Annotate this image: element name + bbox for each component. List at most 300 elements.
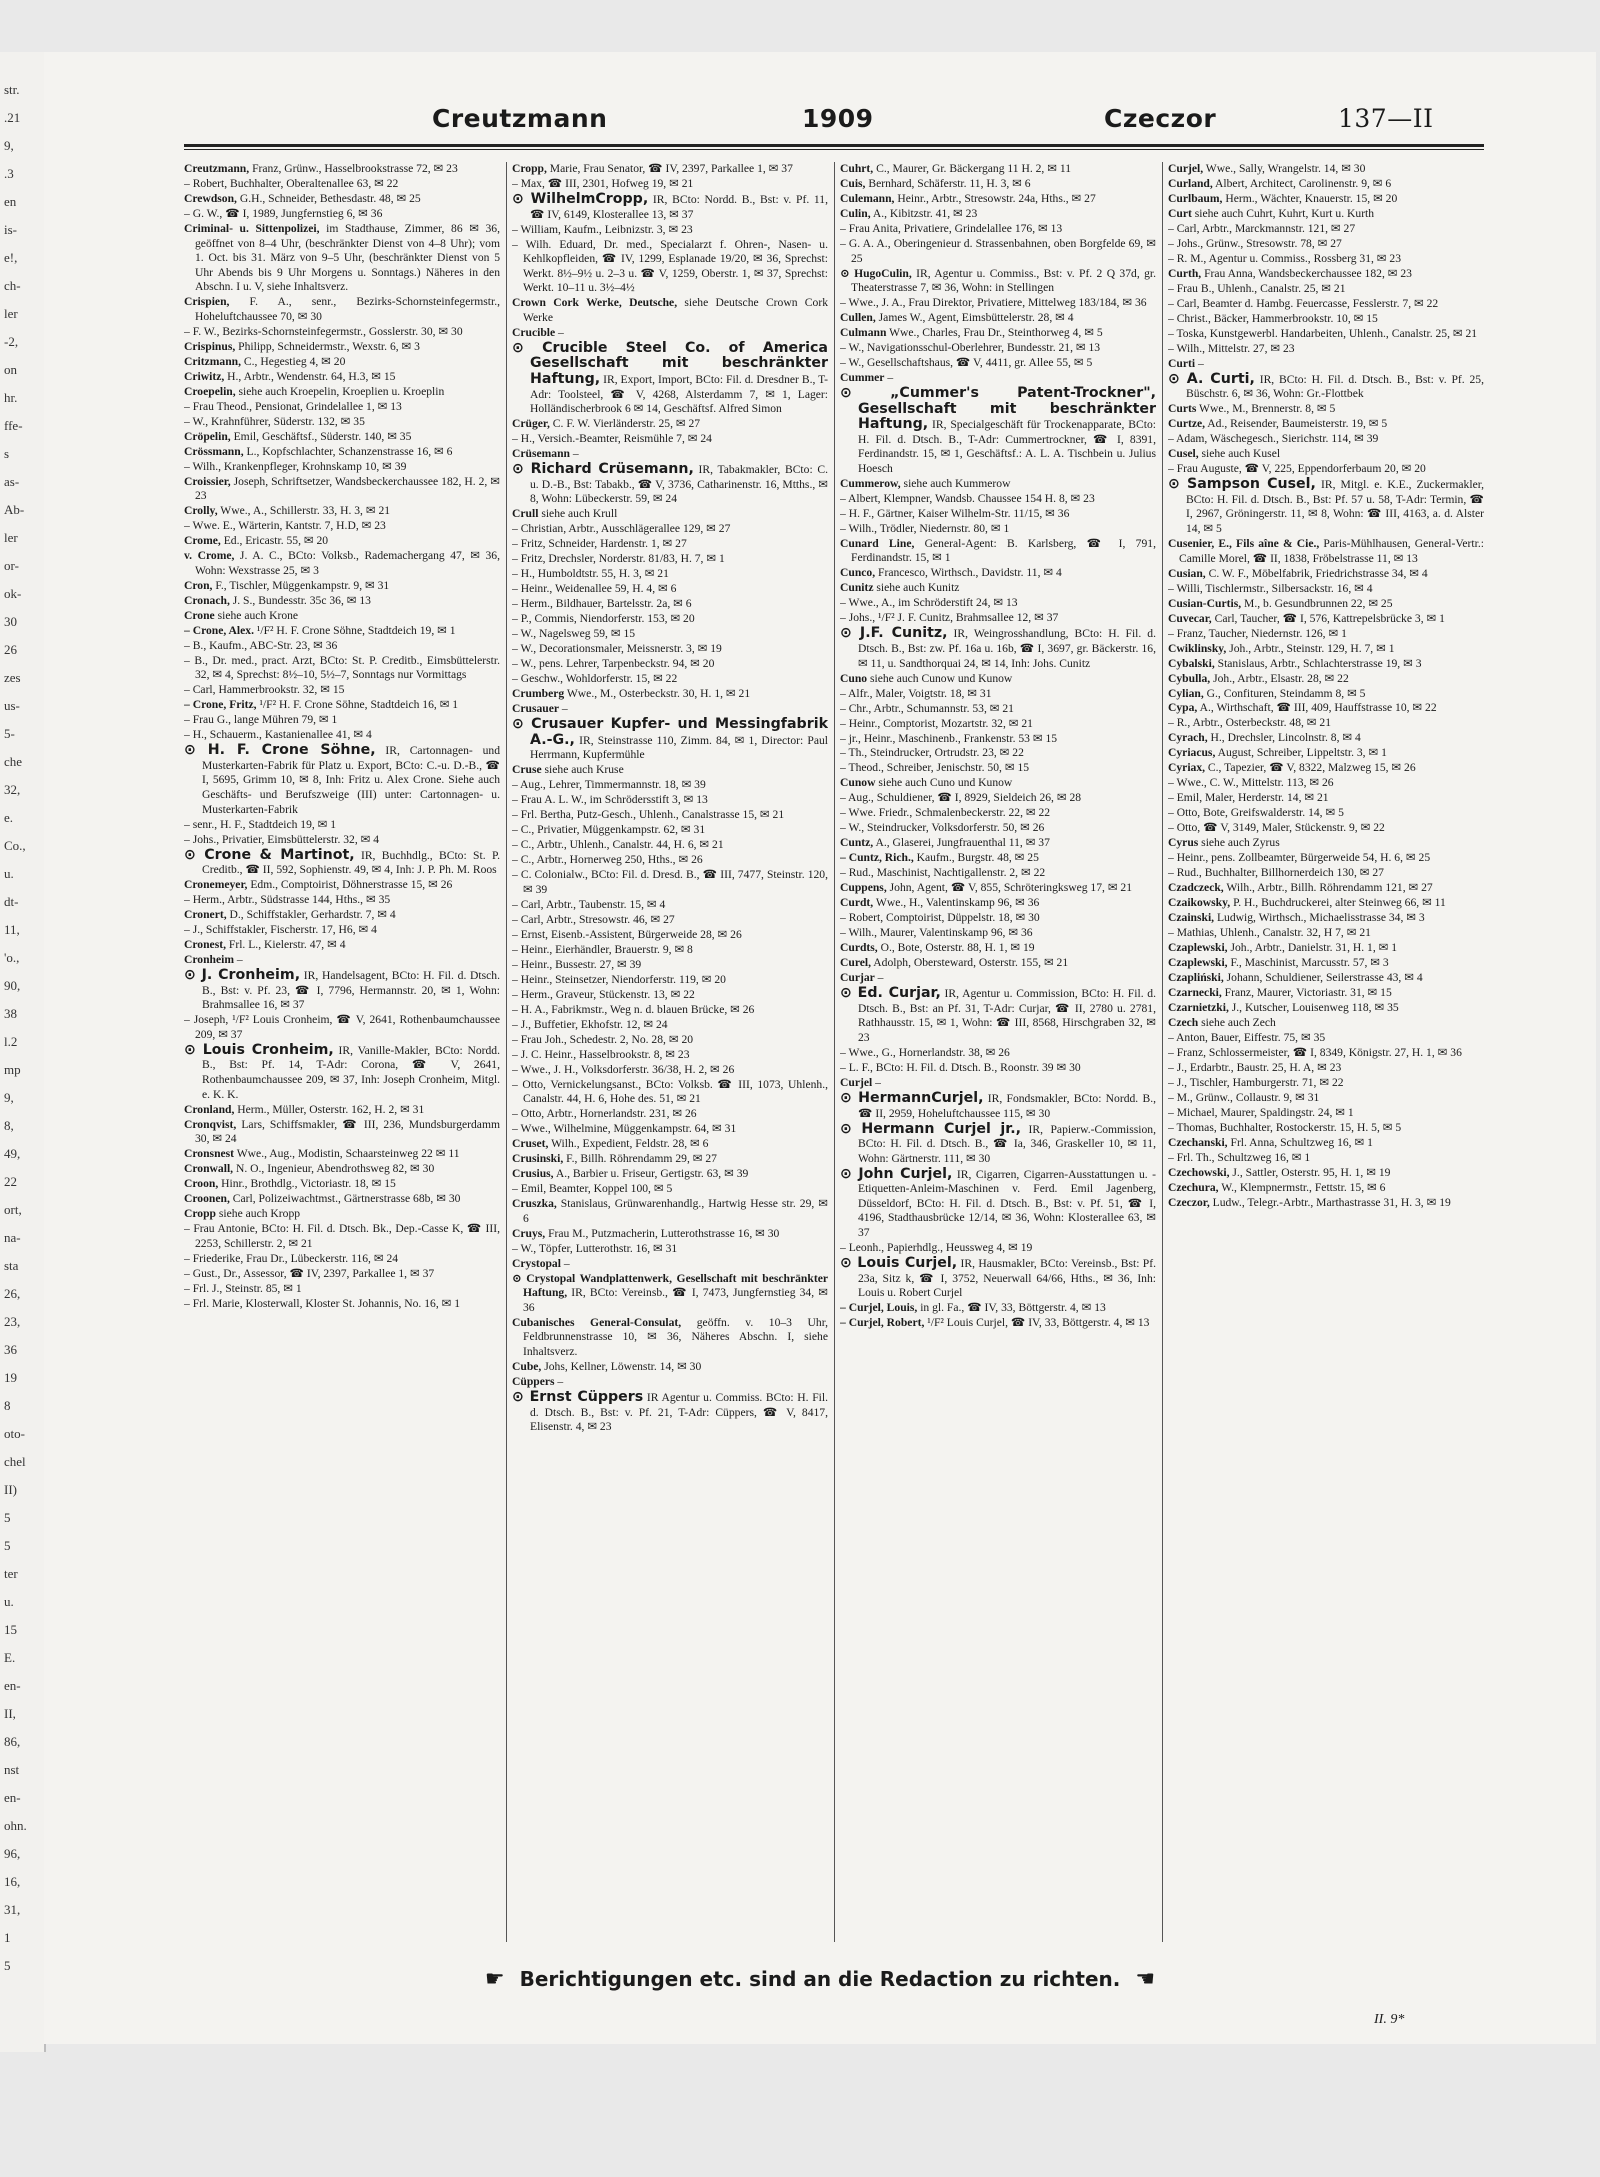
entry-name: ⊙ Louis Cronheim, <box>184 1041 334 1058</box>
margin-fragment: chel <box>4 1454 26 1469</box>
directory-entry <box>184 908 500 923</box>
entry-details: – Frl. Marie, Klosterwall, Kloster St. Johannis, No. 16, ✉ 1 <box>184 1296 461 1310</box>
entry-name: – Curjel, Robert, <box>840 1316 925 1330</box>
entry-details: Albert, Architect, Carolinenstr. 9, ✉ 6 <box>1212 176 1392 190</box>
entry-details: siehe auch Kusel <box>1198 447 1281 461</box>
page-number: 137—II <box>1338 104 1434 133</box>
entry-details: – Frl. J., Steinstr. 85, ✉ 1 <box>184 1281 302 1295</box>
entry-name: Cronest, <box>184 938 226 952</box>
entry-details: – H. A., Fabrikmstr., Weg n. d. blauen Brücke, ✉ 26 <box>512 1002 755 1016</box>
directory-entry <box>1168 282 1484 297</box>
directory-entry <box>512 597 828 612</box>
entry-details: IR, BCto: Vereinsb., ☎ I, 7473, Jungfernstieg 34, ✉ 36 <box>523 1286 828 1314</box>
directory-entry <box>184 818 500 833</box>
entry-name: Cronland, <box>184 1102 235 1116</box>
entry-details: – Frau A. L. W., im Schrödersstift 3, ✉ 13 <box>512 793 708 807</box>
entry-details: – Herm., Graveur, Stückenstr. 13, ✉ 22 <box>512 987 695 1001</box>
entry-details: – Frl. Th., Schultzweg 16, ✉ 1 <box>1168 1151 1311 1165</box>
directory-entry <box>1168 851 1484 866</box>
entry-details: C. W. F., Möbelfabrik, Friedrichstrasse 34, ✉ 4 <box>1205 566 1428 580</box>
margin-fragment: 'o., <box>4 950 20 965</box>
entry-details: IR, Steinstrasse 110, Zimm. 84, ✉ 1, Director: Paul Herrmann, Kupfermühle <box>530 733 828 762</box>
directory-entry <box>840 896 1156 911</box>
entry-details: – Michael, Maurer, Spaldingstr. 24, ✉ 1 <box>1168 1106 1354 1120</box>
margin-fragment: en <box>4 194 17 209</box>
directory-entry <box>512 1227 828 1242</box>
directory-entry <box>512 687 828 702</box>
entry-details: – F. W., Bezirks-Schornsteinfegermstr., Gosslerstr. 30, ✉ 30 <box>184 324 463 338</box>
directory-entry <box>512 672 828 687</box>
directory-entry <box>1168 477 1484 536</box>
entry-details: – J., Buffetier, Ekhofstr. 12, ✉ 24 <box>512 1017 668 1031</box>
entry-details: siehe auch Kroepelin, Kroeplien u. Kroeplin <box>235 384 445 398</box>
directory-entry <box>184 1282 500 1297</box>
entry-name: Cuno <box>840 671 868 685</box>
entry-details: – <box>234 953 243 967</box>
entry-details: – Otto, Bote, Greifswalderstr. 14, ✉ 5 <box>1168 806 1344 820</box>
directory-entry <box>512 928 828 943</box>
entry-details: IR, Agentur u. Commission, BCto: H. Fil. d. Dtsch. B., Bst: an Pf. 31, T-Adr: Curjar, ☎ II, 2780 u. 2781, Rathhausstr. 15, ✉ 1, Wohn: ☎ III, 8568, Hirschgraben 32, ✉ 23 <box>858 987 1156 1045</box>
directory-entry <box>184 504 500 519</box>
entry-details: – Christian, Arbtr., Ausschlägerallee 129, ✉ 27 <box>512 522 731 536</box>
entry-details: – Wilh., Mittelstr. 27, ✉ 23 <box>1168 341 1295 355</box>
entry-details: – Rud., Maschinist, Nachtigallenstr. 2, ✉ 22 <box>840 866 1046 880</box>
entry-details: – Th., Steindrucker, Ortrudstr. 23, ✉ 22 <box>840 746 1024 760</box>
entry-name: Cunow <box>840 776 876 790</box>
entry-details: – C., Arbtr., Hornerweg 250, Hths., ✉ 26 <box>512 853 703 867</box>
directory-entry <box>512 808 828 823</box>
directory-entry <box>1168 327 1484 342</box>
margin-fragment: as- <box>4 474 20 489</box>
entry-details: F., Maschinist, Marcusstr. 57, ✉ 3 <box>1227 956 1389 970</box>
entry-details: IR, Tabakmakler, BCto: C. u. D.-B., Bst: Tabakb., ☎ V, 3736, Catharinenstr. 16, Mtths., ✉ 8, Wohn: Lübeckerstr. 59, ✉ 24 <box>530 463 828 506</box>
entry-details: – Anton, Bauer, Eiffestr. 75, ✉ 35 <box>1168 1031 1326 1045</box>
entry-name: Curdt, <box>840 896 874 910</box>
directory-entry <box>512 432 828 447</box>
directory-entry <box>1168 1121 1484 1136</box>
entry-details: Bernhard, Schäferstr. 11, H. 3, ✉ 6 <box>865 176 1031 190</box>
directory-entry <box>512 162 828 177</box>
entry-name: Crone <box>184 608 215 622</box>
previous-page-edge <box>0 52 46 2052</box>
directory-entry <box>184 953 500 968</box>
entry-name: Cunco, <box>840 566 876 580</box>
entry-details: siehe auch Zyrus <box>1198 836 1280 850</box>
entry-details: – Frau Joh., Schedestr. 2, No. 28, ✉ 20 <box>512 1032 694 1046</box>
directory-entry <box>1168 1016 1484 1031</box>
entry-details: IR, Buchhdlg., BCto: St. P. Creditb., ☎ II, 592, Sophienstr. 49, ✉ 4, Inh: J. P. Ph. M. Roos <box>202 848 500 877</box>
entry-name: Crusius, <box>512 1167 554 1181</box>
entry-name: Croepelin, <box>184 384 236 398</box>
running-head-first-name: Creutzmann <box>432 104 608 133</box>
directory-entry <box>512 838 828 853</box>
directory-entry <box>840 1091 1156 1121</box>
entry-details: Kaufm., Burgstr. 48, ✉ 25 <box>913 851 1039 865</box>
directory-entry <box>512 1197 828 1226</box>
entry-details: Heinr., Arbtr., Stresowstr. 24a, Hths., ✉ 27 <box>894 191 1096 205</box>
entry-details: – Frau Antonie, BCto: H. Fil. d. Dtsch. Bk., Dep.-Casse K, ☎ III, 2253, Schillerstr. 2, ✉ 21 <box>184 1222 500 1250</box>
entry-details: C., Tapezier, ☎ V, 8322, Malzweg 15, ✉ 26 <box>1205 761 1416 775</box>
entry-name: Cusian-Curtis, <box>1168 596 1242 610</box>
directory-entry <box>1168 342 1484 357</box>
column-2 <box>512 162 828 1962</box>
margin-fragment: 5 <box>4 1958 11 1973</box>
column-4 <box>1168 162 1484 1962</box>
directory-entry <box>184 549 500 578</box>
entry-details: – Johs., Privatier, Eimsbüttelerstr. 32, ✉ 4 <box>184 832 380 846</box>
entry-name: Czaplewski, <box>1168 941 1228 955</box>
margin-fragment: 11, <box>4 922 20 937</box>
entry-name: ⊙ John Curjel, <box>840 1165 953 1182</box>
directory-entry <box>1168 417 1484 432</box>
entry-details: August, Schreiber, Lippeltstr. 3, ✉ 1 <box>1215 746 1387 760</box>
entry-details: – Christ., Bäcker, Hammerbrookstr. 10, ✉ 15 <box>1168 311 1378 325</box>
entry-name: Cummerow, <box>840 476 901 490</box>
entry-details: – Carl, Beamter d. Hambg. Feuercasse, Fesslerstr. 7, ✉ 22 <box>1168 296 1439 310</box>
entry-details: – Herm., Bildhauer, Bartelsstr. 2a, ✉ 6 <box>512 597 692 611</box>
entry-details: – <box>554 1374 564 1388</box>
entry-details: – Otto, ☎ V, 3149, Maler, Stückenstr. 9, ✉ 22 <box>1168 821 1385 835</box>
directory-entry <box>512 1137 828 1152</box>
entry-details: IR, Vanille-Makler, BCto: Nordd. B., Bst: Pf. 14, T-Adr: Corona, ☎ V, 2641, Rothenbaumchaussee 209, ✉ 37, Inh: Joseph Cronheim, Mitgl. e. K. K. <box>202 1043 500 1101</box>
entry-details: – J., Schiffstakler, Fischerstr. 17, H6, ✉ 4 <box>184 923 377 937</box>
entry-details: – Gust., Dr., Assessor, ☎ IV, 2397, Parkallee 1, ✉ 37 <box>184 1266 435 1280</box>
entry-details: – Wwe., Wilhelmine, Müggenkampstr. 64, ✉ 31 <box>512 1122 737 1136</box>
entry-name: Cüppers <box>512 1374 555 1388</box>
entry-name: Cuntz, <box>840 836 874 850</box>
directory-entry <box>512 552 828 567</box>
margin-fragment: ohn. <box>4 1818 27 1833</box>
directory-entry <box>512 943 828 958</box>
directory-entry <box>840 881 1156 896</box>
entry-details: Joseph, Schriftsetzer, Wandsbeckerchaussee 182, H. 2, ✉ 23 <box>195 474 500 503</box>
directory-entry <box>1168 162 1484 177</box>
running-head-last-name: Czeczor <box>1104 104 1217 133</box>
directory-entry <box>840 477 1156 492</box>
directory-entry <box>1168 1166 1484 1181</box>
entry-details: – Heinr., Comptorist, Mozartstr. 32, ✉ 21 <box>840 716 1033 730</box>
directory-entry <box>184 893 500 908</box>
entry-details: IR, Agentur u. Commiss., Bst: v. Pf. 2 Q 37d, gr. Theaterstrasse 7, ✉ 36, Wohn: in Stellingen <box>851 266 1156 295</box>
entry-name: Curlbaum, <box>1168 191 1223 205</box>
margin-fragment: e. <box>4 810 14 825</box>
entry-details: Wilh., Arbtr., Billh. Röhrendamm 121, ✉ 27 <box>1223 881 1433 895</box>
directory-entry <box>184 1207 500 1222</box>
entry-name: Crüsemann <box>512 447 570 461</box>
entry-name: Cypa, <box>1168 701 1198 715</box>
directory-entry <box>1168 642 1484 657</box>
directory-entry <box>1168 1106 1484 1121</box>
entry-name: Czech <box>1168 1016 1199 1030</box>
directory-entry <box>184 1222 500 1251</box>
entry-details: Frau Anna, Wandsbeckerchaussee 182, ✉ 23 <box>1201 266 1412 280</box>
entry-name: Cruse <box>512 763 542 777</box>
directory-entry <box>840 192 1156 207</box>
entry-details: – B., Dr. med., pract. Arzt, BCto: St. P. Creditb., Eimsbüttelerstr. 32, ✉ 4, Sprechst: 8½–10, 5½–7, Sonntags nur Vormittags <box>184 653 500 682</box>
directory-entry <box>840 611 1156 626</box>
directory-entry <box>512 1063 828 1078</box>
entry-name: Cuis, <box>840 176 866 190</box>
directory-entry <box>184 519 500 534</box>
margin-fragment: ter <box>4 1566 18 1581</box>
entry-details: – Ernst, Eisenb.-Assistent, Bürgerweide 28, ✉ 26 <box>512 927 742 941</box>
margin-fragment: ffe- <box>4 418 23 433</box>
entry-details: – <box>555 325 564 339</box>
entry-name: Croon, <box>184 1177 219 1191</box>
directory-entry <box>840 237 1156 266</box>
directory-entry <box>512 793 828 808</box>
directory-entry <box>840 371 1156 386</box>
directory-entry <box>840 326 1156 341</box>
entry-name: Cronqvist, <box>184 1117 237 1131</box>
directory-entry <box>840 986 1156 1045</box>
entry-details: C., Hegestieg 4, ✉ 20 <box>241 354 346 368</box>
entry-name: Czechanski, <box>1168 1136 1228 1150</box>
entry-details: P. H., Buchdruckerei, alter Steinweg 66, ✉ 11 <box>1230 896 1446 910</box>
entry-details: im Stadthause, Zimmer, 86 ✉ 36, geöffnet von 8–4 Uhr, (beschränkter Dienst von 4–8 Uhr); vom 1. Oct. bis 31. März von 9–5 Uhr, (beschränkter Dienst von 5 Uhr Abends bis 9 Uhr Morgens u. Sonntags.) Näheres in den Abschn. I u. V, siehe Inhaltsverz. <box>195 221 500 294</box>
entry-details: – Leonh., Papierhdlg., Heussweg 4, ✉ 19 <box>840 1241 1033 1255</box>
entry-details: Joh., Arbtr., Steinstr. 129, H. 7, ✉ 1 <box>1226 641 1395 655</box>
entry-name: Curtze, <box>1168 417 1206 431</box>
entry-details: IR, Weingrosshandlung, BCto: H. Fil. d. Dtsch. B., Bst: zw. Pf. 16a u. 16b, ☎ I, 3697, gr. Bäckerstr. 16, ✉ 11, u. Sandthorquai 24, ✉ 14, Inh: Johs. Cunitz <box>858 627 1156 670</box>
entry-details: – W., Navigationsschul-Oberlehrer, Bundesstr. 21, ✉ 13 <box>840 341 1101 355</box>
directory-entry <box>512 417 828 432</box>
margin-fragment: 8 <box>4 1398 11 1413</box>
entry-details: IR, Fondsmakler, BCto: Nordd. B., ☎ II, 2959, Hoheluftchaussee 115, ✉ 30 <box>858 1091 1156 1120</box>
entry-details: siehe Deutsche Crown Cork Werke <box>523 296 828 324</box>
entry-details: – Frau Anita, Privatiere, Grindelallee 176, ✉ 13 <box>840 221 1063 235</box>
margin-fragment: 36 <box>4 1342 17 1357</box>
entry-name: Cummer <box>840 371 885 384</box>
entry-details: – Fritz, Schneider, Hardenstr. 1, ✉ 27 <box>512 537 687 551</box>
margin-fragment: 96, <box>4 1846 21 1861</box>
entry-details: geöffn. v. 10–3 Uhr, Feldbrunnenstrasse 10, ✉ 36, Näheres Abschn. I, siehe Inhaltsverz. <box>523 1315 828 1358</box>
signature-mark: II. 9* <box>1374 2012 1405 2027</box>
column-divider <box>506 162 507 1942</box>
entry-name: Czadczeck, <box>1168 881 1224 895</box>
directory-entry <box>840 341 1156 356</box>
entry-details: John, Agent, ☎ V, 855, Schröteringksweg 17, ✉ 21 <box>886 881 1133 895</box>
margin-fragment: 49, <box>4 1146 21 1161</box>
entry-name: – Curjel, Louis, <box>840 1301 918 1315</box>
directory-entry <box>184 728 500 743</box>
entry-details: in gl. Fa., ☎ IV, 33, Böttgerstr. 4, ✉ 13 <box>917 1301 1106 1315</box>
entry-name: Czarnietzki, <box>1168 1001 1229 1015</box>
entry-details: siehe auch Krull <box>538 507 618 521</box>
pointing-hand-right-icon: ☛ <box>484 1967 505 1992</box>
directory-entry <box>512 1390 828 1435</box>
directory-entry <box>512 1033 828 1048</box>
directory-entry <box>512 507 828 522</box>
entry-name: Crusauer <box>512 702 560 716</box>
entry-details: siehe auch Cunow und Kunow <box>867 671 1013 685</box>
directory-entry <box>840 311 1156 326</box>
margin-fragment: II, <box>4 1706 16 1721</box>
entry-name: Curland, <box>1168 176 1213 190</box>
directory-entry <box>1168 1076 1484 1091</box>
directory-entry <box>184 968 500 1013</box>
directory-entry <box>840 581 1156 596</box>
margin-fragment: na- <box>4 1230 21 1245</box>
directory-entry <box>512 223 828 238</box>
entry-name: Croonen, <box>184 1192 230 1206</box>
entry-details: – Alfr., Maler, Voigtstr. 18, ✉ 31 <box>840 686 992 700</box>
margin-fragment: Ab- <box>4 502 25 517</box>
margin-fragment: 38 <box>4 1006 17 1021</box>
entry-name: ⊙ Ed. Curjar, <box>840 985 941 1002</box>
directory-entry <box>512 853 828 868</box>
entry-details: – Carl, Arbtr., Stresowstr. 46, ✉ 27 <box>512 912 675 926</box>
margin-fragment: ler <box>4 530 18 545</box>
directory-entry <box>1168 896 1484 911</box>
entry-details: Frl. Anna, Schultzweg 16, ✉ 1 <box>1227 1136 1373 1150</box>
directory-entry <box>1168 911 1484 926</box>
directory-entry <box>1168 1151 1484 1166</box>
entry-details: H., Drechsler, Lincolnstr. 8, ✉ 4 <box>1207 731 1361 745</box>
entry-name: Croissier, <box>184 474 231 488</box>
entry-name: Curjel <box>840 1075 873 1089</box>
entry-name: ⊙ Hermann Curjel jr., <box>840 1120 1021 1137</box>
margin-fragment: u. <box>4 866 14 881</box>
entry-details: Wwe., Charles, Frau Dr., Steinthorweg 4, ✉ 5 <box>886 326 1103 340</box>
entry-name: Criwitz, <box>184 369 225 383</box>
margin-fragment: ok- <box>4 586 22 601</box>
entry-details: – <box>1195 356 1204 370</box>
directory-entry <box>1168 1046 1484 1061</box>
margin-fragment: en- <box>4 1790 21 1805</box>
entry-name: Curti <box>1168 356 1196 370</box>
entry-name: Czaplewski, <box>1168 956 1228 970</box>
entry-name: ⊙ Crystopal Wandplattenwerk, Gesellschaft mit beschränkter Haftung, <box>512 1271 828 1300</box>
directory-entry <box>840 1122 1156 1167</box>
entry-name: Crown Cork Werke, Deutsche, <box>512 296 678 310</box>
entry-details: A., Barbier u. Friseur, Gertigstr. 63, ✉ 39 <box>553 1167 749 1181</box>
entry-details: IR, Hausmakler, BCto: Vereinsb., Bst: Pf. 23a, Sitz k, ☎ I, 3752, Neuerwall 64/66, Hths., ✉ 36, Inh: Louis u. Robert Curjel <box>858 1257 1156 1300</box>
directory-entry <box>840 1316 1156 1331</box>
directory-entry <box>1168 776 1484 791</box>
directory-entry <box>512 958 828 973</box>
directory-entry <box>1168 357 1484 372</box>
directory-entry <box>1168 447 1484 462</box>
entry-details: Joh., Arbtr., Elsastr. 28, ✉ 22 <box>1210 671 1349 685</box>
directory-entry <box>1168 926 1484 941</box>
entry-details: Carl, Taucher, ☎ I, 576, Kattrepelsbrücke 3, ✉ 1 <box>1211 611 1445 625</box>
directory-entry <box>184 938 500 953</box>
entry-details: – William, Kaufm., Leibnizstr. 3, ✉ 23 <box>512 222 693 236</box>
entry-details: – W., Steindrucker, Volksdorferstr. 50, ✉ 26 <box>840 821 1045 835</box>
directory-entry <box>184 430 500 445</box>
directory-entry <box>840 537 1156 566</box>
directory-entry <box>1168 836 1484 851</box>
entry-details: A., Glaserei, Jungfrauenthal 11, ✉ 37 <box>873 836 1050 850</box>
entry-details: Herm., Müller, Osterstr. 162, H. 2, ✉ 31 <box>234 1102 425 1116</box>
directory-entry <box>512 1360 828 1375</box>
entry-details: – <box>874 971 884 985</box>
entry-details: – H., Schauerm., Kastanienallee 41, ✉ 4 <box>184 728 372 742</box>
entry-details: – H., Versich.-Beamter, Reismühle 7, ✉ 24 <box>512 432 712 446</box>
directory-entry <box>1168 177 1484 192</box>
entry-details: IR, Export, Import, BCto: Fil. d. Dresdner B., T-Adr: Toolsteel, ☎ V, 4268, Alsterdamm 7, ✉ 1, Lager: Holländischerbrook 6 ✉ 14, Geschäftsf. Alfred Simon <box>530 373 828 416</box>
directory-entry <box>1168 237 1484 252</box>
entry-name: Curel, <box>840 956 872 970</box>
entry-details: – Aug., Schuldiener, ☎ I, 8929, Sieldeich 26, ✉ 28 <box>840 791 1082 805</box>
directory-entry <box>512 702 828 717</box>
entry-details: F. A., senr., Bezirks-Schornsteinfegermstr., Hoheluftchaussee 70, ✉ 30 <box>195 295 500 323</box>
directory-entry <box>1168 612 1484 627</box>
directory-entry <box>1168 582 1484 597</box>
entry-details: – Albert, Klempner, Wandsb. Chaussee 154 H. 8, ✉ 23 <box>840 491 1095 505</box>
margin-fragment: E. <box>4 1650 16 1665</box>
entry-details: – Frau G., lange Mühren 79, ✉ 1 <box>184 713 338 727</box>
directory-entry <box>840 761 1156 776</box>
directory-entry <box>512 988 828 1003</box>
margin-fragment: str. <box>4 82 20 97</box>
entry-details: A., Wirthschaft, ☎ III, 409, Hauffstrasse 10, ✉ 22 <box>1197 701 1437 715</box>
entry-name: Cybalski, <box>1168 656 1215 670</box>
entry-details: siehe auch Kropp <box>216 1207 301 1221</box>
entry-details: N. O., Ingenieur, Abendrothsweg 82, ✉ 30 <box>233 1162 435 1176</box>
entry-details: Stanislaus, Grünwarenhandlg., Hartwig Hesse str. 29, ✉ 6 <box>523 1197 828 1225</box>
entry-details: – Emil, Maler, Herderstr. 14, ✉ 21 <box>1168 791 1329 805</box>
directory-entry <box>1168 746 1484 761</box>
directory-entry <box>840 1301 1156 1316</box>
entry-details: Franz, Grünw., Hasselbrookstrasse 72, ✉ 23 <box>249 162 458 175</box>
entry-name: ⊙ J.F. Cunitz, <box>840 625 948 642</box>
margin-fragment: e!, <box>4 250 18 265</box>
running-head-year: 1909 <box>802 104 874 133</box>
pointing-hand-left-icon: ☚ <box>1135 1967 1156 1992</box>
directory-entry <box>184 1192 500 1207</box>
directory-entry <box>512 657 828 672</box>
running-head <box>44 104 1596 144</box>
directory-entry <box>512 642 828 657</box>
entry-details: Wwe., A., Schillerstr. 33, H. 3, ✉ 21 <box>217 504 391 518</box>
entry-name: ⊙ HermannCurjel, <box>840 1089 984 1106</box>
directory-entry <box>1168 986 1484 1001</box>
entry-details: W., Klempnermstr., Fettstr. 15, ✉ 6 <box>1218 1180 1386 1194</box>
entry-details: – Heinr., Eierhändler, Brauerstr. 9, ✉ 8 <box>512 942 693 956</box>
entry-name: ⊙ Crusauer Kupfer- und Messingfabrik A.-G., <box>512 716 828 748</box>
entry-details: Wwe., M., Osterbeckstr. 30, H. 1, ✉ 21 <box>564 687 751 701</box>
entry-details: – C., Arbtr., Uhlenh., Canalstr. 44, H. 6, ✉ 21 <box>512 838 724 852</box>
entry-name: Curdts, <box>840 941 878 955</box>
directory-entry <box>840 177 1156 192</box>
directory-entry <box>512 717 828 763</box>
directory-entry <box>184 1162 500 1177</box>
entry-name: Cyrus <box>1168 836 1199 850</box>
directory-entry <box>512 582 828 597</box>
directory-entry <box>512 1257 828 1272</box>
entry-details: IR, BCto: H. Fil. d. Dtsch. B., Bst: v. Pf. 25, Büschstr. 6, ✉ 36, Wohn: Gr.-Flottbek <box>1186 372 1484 401</box>
directory-entry <box>512 823 828 838</box>
entry-details: Franz, Maurer, Victoriastr. 31, ✉ 15 <box>1221 986 1392 1000</box>
directory-entry <box>512 1048 828 1063</box>
directory-entry <box>512 462 828 507</box>
directory-entry <box>512 1167 828 1182</box>
margin-fragment: 5 <box>4 1510 11 1525</box>
column-1 <box>184 162 500 1962</box>
directory-entry <box>840 956 1156 971</box>
entry-details: – Carl, Arbtr., Marckmannstr. 121, ✉ 27 <box>1168 221 1356 235</box>
entry-name: Crumberg <box>512 687 565 701</box>
entry-details: – <box>884 371 894 384</box>
entry-details: Francesco, Wirthsch., Davidstr. 11, ✉ 4 <box>875 566 1062 580</box>
directory-entry <box>512 1272 828 1316</box>
entry-details: siehe auch Zech <box>1198 1016 1276 1030</box>
entry-details: IR, Handelsagent, BCto: H. Fil. d. Dtsch. B., Bst: v. Pf. 23, ☎ I, 7796, Hermannstr. 20, ✉ 1, Wohn: Brahmsallee 16, ✉ 37 <box>202 969 500 1012</box>
entry-details: Lars, Schiffsmakler, ☎ III, 236, Mundsburgerdamm 30, ✉ 24 <box>195 1117 500 1146</box>
entry-name: ⊙ Sampson Cusel, <box>1168 476 1316 493</box>
